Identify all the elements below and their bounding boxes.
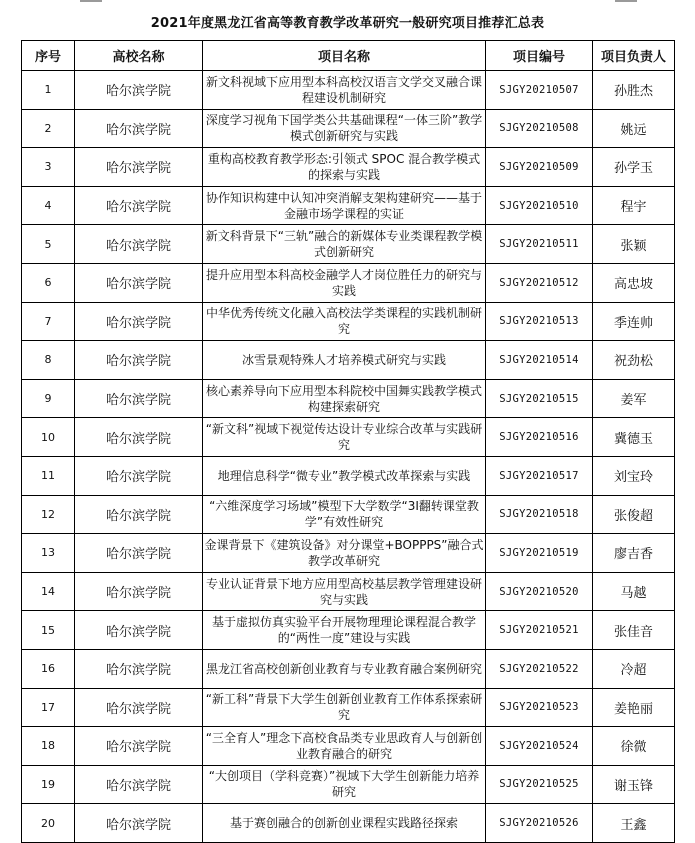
project-name: 重构高校教育教学形态:引领式 SPOC 混合教学模式的探索与实践 [203,148,486,187]
header-no: 序号 [22,41,75,71]
table-row [22,225,675,264]
table-row [22,765,675,804]
page-title: 2021年度黑龙江省高等教育教学改革研究一般研究项目推荐汇总表 [150,16,545,31]
project-name: 金课背景下《建筑设备》对分课堂+BOPPPS”融合式教学改革研究 [203,534,486,573]
project-summary-table [21,40,675,843]
school-name: 哈尔滨学院 [75,148,203,187]
project-name: “六维深度学习场域”模型下大学数学“3I翻转课堂教学”有效性研究 [203,495,486,534]
row-number: 12 [22,495,75,534]
project-code: SJGY20210509 [486,148,593,187]
row-number: 11 [22,456,75,495]
project-owner: 冷超 [593,649,675,688]
school-name: 哈尔滨学院 [75,109,203,148]
project-owner: 马越 [593,572,675,611]
school-name: 哈尔滨学院 [75,688,203,727]
row-number: 10 [22,418,75,457]
project-name: 中华优秀传统文化融入高校法学类课程的实践机制研究 [203,302,486,341]
top-edge-mark-left [80,0,102,2]
project-name: 新文科背景下“三轨”融合的新媒体专业类课程教学模式创新研究 [203,225,486,264]
school-name: 哈尔滨学院 [75,765,203,804]
project-name: 基于赛创融合的创新创业课程实践路径探索 [203,804,486,843]
table-row [22,688,675,727]
row-number: 16 [22,649,75,688]
page-top-edge-marks [0,0,695,4]
top-edge-mark-right [615,0,637,2]
row-number: 14 [22,572,75,611]
project-owner: 姜艳丽 [593,688,675,727]
school-name: 哈尔滨学院 [75,71,203,110]
table-body [22,71,675,843]
project-name: 核心素养导向下应用型本科院校中国舞实践教学模式构建探索研究 [203,379,486,418]
project-owner: 王鑫 [593,804,675,843]
row-number: 17 [22,688,75,727]
project-owner: 张颖 [593,225,675,264]
table-row [22,379,675,418]
project-code: SJGY20210518 [486,495,593,534]
project-owner: 谢玉锋 [593,765,675,804]
project-name: 新文科视域下应用型本科高校汉语言文学交叉融合课程建设机制研究 [203,71,486,110]
project-owner: 孙胜杰 [593,71,675,110]
project-owner: 季连帅 [593,302,675,341]
project-owner: 姚远 [593,109,675,148]
header-project-owner: 项目负责人 [593,41,675,71]
row-number: 18 [22,727,75,766]
table-row [22,186,675,225]
table-row [22,341,675,380]
project-owner: 张俊超 [593,495,675,534]
school-name: 哈尔滨学院 [75,263,203,302]
table-row [22,495,675,534]
school-name: 哈尔滨学院 [75,572,203,611]
project-name: 深度学习视角下国学类公共基础课程“一体三阶”教学模式创新研究与实践 [203,109,486,148]
school-name: 哈尔滨学院 [75,379,203,418]
project-owner: 姜军 [593,379,675,418]
project-code: SJGY20210519 [486,534,593,573]
project-name: 提升应用型本科高校金融学人才岗位胜任力的研究与实践 [203,263,486,302]
project-owner: 徐微 [593,727,675,766]
school-name: 哈尔滨学院 [75,649,203,688]
project-owner: 程宇 [593,186,675,225]
table-row [22,727,675,766]
project-name: 专业认证背景下地方应用型高校基层教学管理建设研究与实践 [203,572,486,611]
table-row [22,418,675,457]
project-code: SJGY20210525 [486,765,593,804]
project-owner: 孙学玉 [593,148,675,187]
project-name: “三全育人”理念下高校食品类专业思政育人与创新创业教育融合的研究 [203,727,486,766]
project-code: SJGY20210515 [486,379,593,418]
table-row [22,302,675,341]
table-row [22,534,675,573]
project-code: SJGY20210516 [486,418,593,457]
school-name: 哈尔滨学院 [75,186,203,225]
school-name: 哈尔滨学院 [75,804,203,843]
project-name: “新文科”视域下视觉传达设计专业综合改革与实践研究 [203,418,486,457]
project-owner: 张佳音 [593,611,675,650]
table-row [22,804,675,843]
table-row [22,611,675,650]
row-number: 2 [22,109,75,148]
project-owner: 祝劲松 [593,341,675,380]
table-row [22,71,675,110]
project-code: SJGY20210512 [486,263,593,302]
table-row [22,572,675,611]
table-row [22,456,675,495]
project-code: SJGY20210526 [486,804,593,843]
project-name: 协作知识构建中认知冲突消解支架构建研究——基于金融市场学课程的实证 [203,186,486,225]
header-school: 高校名称 [75,41,203,71]
school-name: 哈尔滨学院 [75,456,203,495]
row-number: 3 [22,148,75,187]
school-name: 哈尔滨学院 [75,341,203,380]
row-number: 20 [22,804,75,843]
project-owner: 刘宝玲 [593,456,675,495]
project-name: “大创项目（学科竞赛）”视域下大学生创新能力培养研究 [203,765,486,804]
row-number: 19 [22,765,75,804]
table-row [22,109,675,148]
project-code: SJGY20210514 [486,341,593,380]
project-name: 基于虚拟仿真实验平台开展物理理论课程混合教学的“两性一度”建设与实践 [203,611,486,650]
project-code: SJGY20210513 [486,302,593,341]
header-project-code: 项目编号 [486,41,593,71]
project-owner: 冀德玉 [593,418,675,457]
project-code: SJGY20210521 [486,611,593,650]
project-code: SJGY20210511 [486,225,593,264]
school-name: 哈尔滨学院 [75,495,203,534]
table-row [22,148,675,187]
row-number: 4 [22,186,75,225]
project-code: SJGY20210522 [486,649,593,688]
row-number: 7 [22,302,75,341]
school-name: 哈尔滨学院 [75,302,203,341]
school-name: 哈尔滨学院 [75,418,203,457]
header-project-name: 项目名称 [203,41,486,71]
project-name: 冰雪景观特殊人才培养模式研究与实践 [203,341,486,380]
project-name: “新工科”背景下大学生创新创业教育工作体系探索研究 [203,688,486,727]
school-name: 哈尔滨学院 [75,727,203,766]
project-owner: 廖吉香 [593,534,675,573]
school-name: 哈尔滨学院 [75,225,203,264]
row-number: 6 [22,263,75,302]
project-code: SJGY20210520 [486,572,593,611]
table-header-row [22,41,675,71]
table-row [22,649,675,688]
project-code: SJGY20210508 [486,109,593,148]
row-number: 5 [22,225,75,264]
row-number: 1 [22,71,75,110]
project-code: SJGY20210524 [486,727,593,766]
school-name: 哈尔滨学院 [75,534,203,573]
school-name: 哈尔滨学院 [75,611,203,650]
row-number: 15 [22,611,75,650]
project-code: SJGY20210523 [486,688,593,727]
project-code: SJGY20210510 [486,186,593,225]
row-number: 9 [22,379,75,418]
project-name: 黑龙江省高校创新创业教育与专业教育融合案例研究 [203,649,486,688]
project-name: 地理信息科学“微专业”教学模式改革探索与实践 [203,456,486,495]
table-row [22,263,675,302]
row-number: 8 [22,341,75,380]
row-number: 13 [22,534,75,573]
project-owner: 高忠坡 [593,263,675,302]
project-code: SJGY20210507 [486,71,593,110]
project-code: SJGY20210517 [486,456,593,495]
